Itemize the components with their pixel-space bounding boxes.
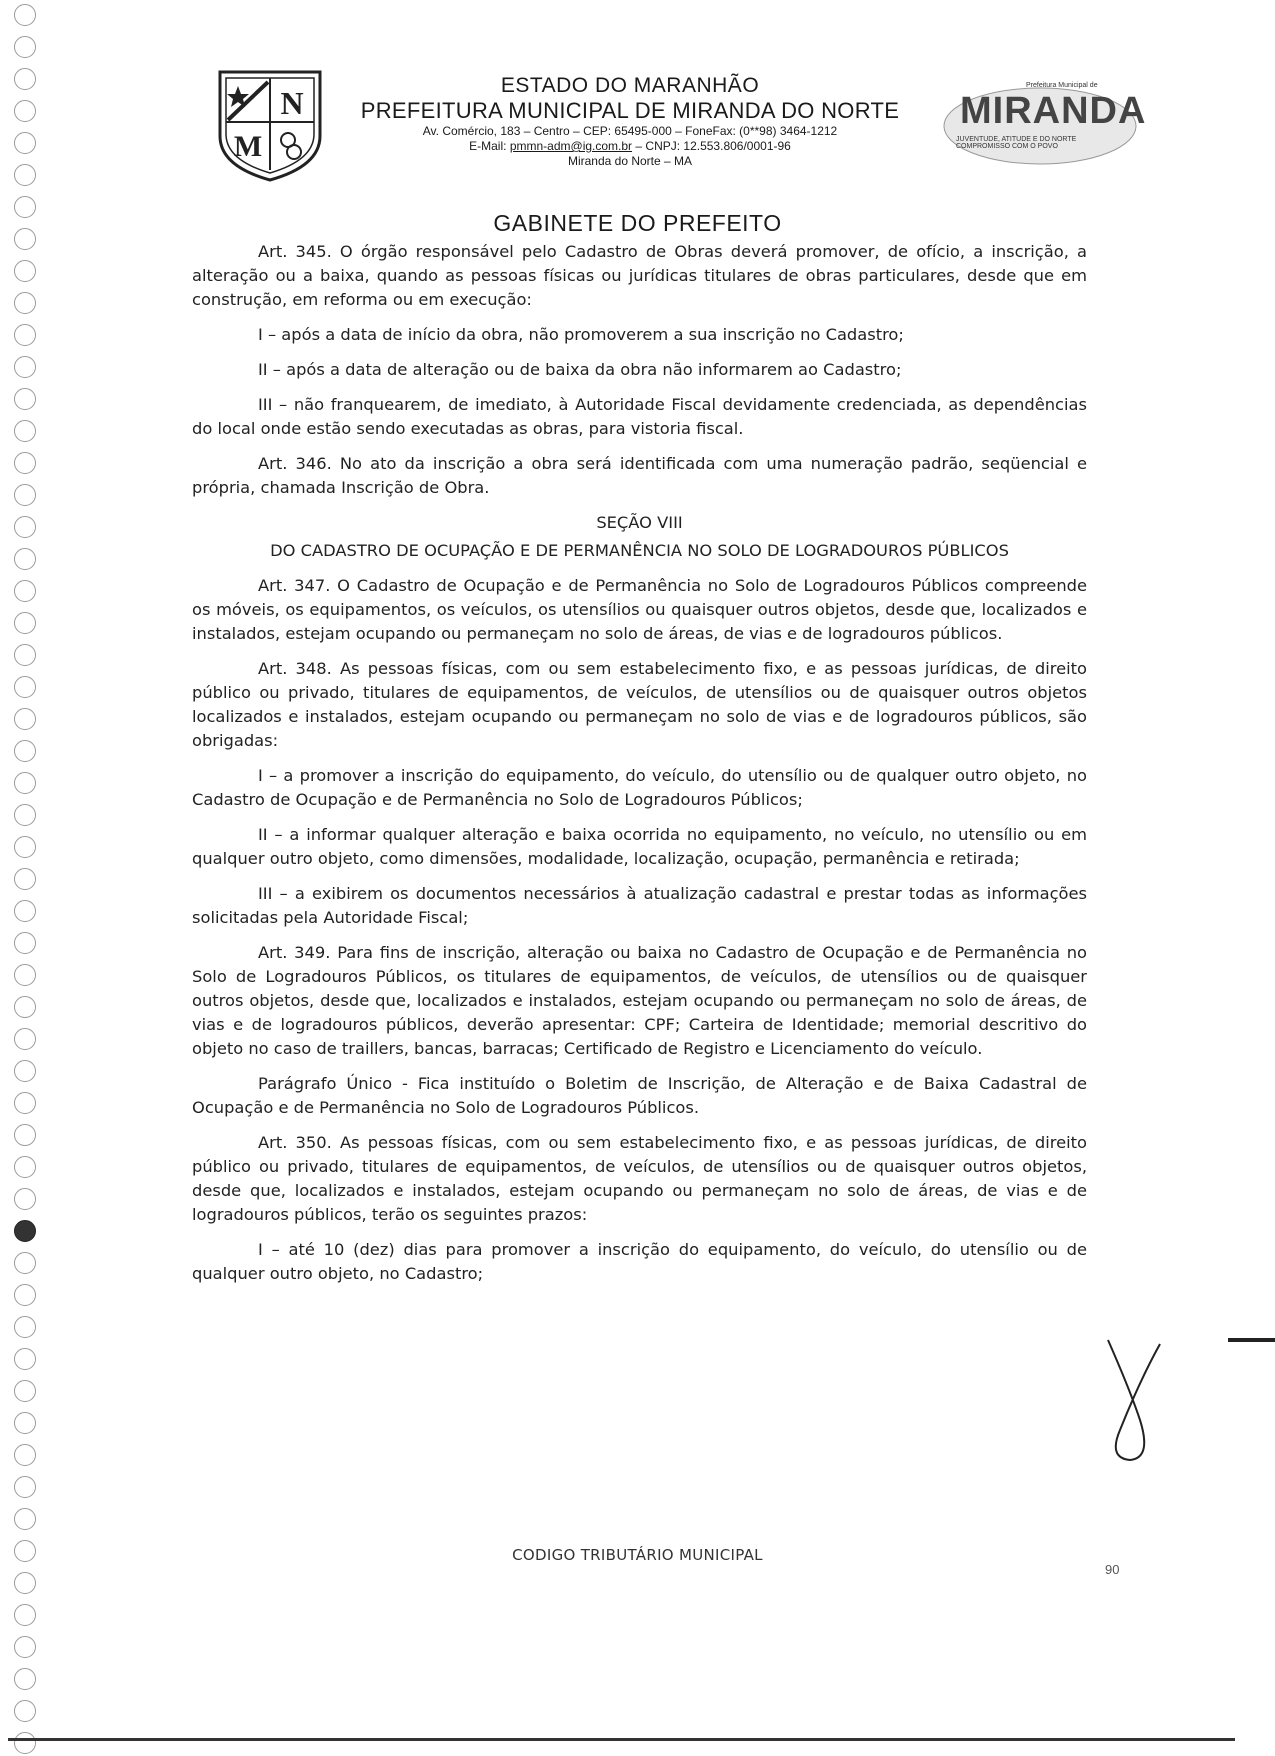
binding-hole xyxy=(14,740,36,762)
binding-hole xyxy=(14,1028,36,1050)
binding-hole xyxy=(14,1188,36,1210)
article-349-sole-paragraph: Parágrafo Único - Fica instituído o Boletim de Inscrição, de Alteração e de Baixa Cadastral de Ocupação e de Permanência no Solo de Logradouros Públicos. xyxy=(192,1074,1087,1117)
binding-hole xyxy=(14,324,36,346)
binding-hole xyxy=(14,388,36,410)
binding-hole xyxy=(14,612,36,634)
article-348: Art. 348. As pessoas físicas, com ou sem estabelecimento fixo, e as pessoas jurídicas, de direito público ou privado, titulares de equipamentos, de veículos, de utensílios ou de quaisquer outros objetos localizados e instalados, estejam ocupando ou permaneçam no solo de vias e de logradouros públicos, são obrigadas: xyxy=(192,659,1087,750)
binding-hole xyxy=(14,1220,36,1242)
binding-hole xyxy=(14,1284,36,1306)
binding-hole xyxy=(14,420,36,442)
article-347: Art. 347. O Cadastro de Ocupação e de Permanência no Solo de Logradouros Públicos compreende os móveis, os equipamentos, os veículos, os utensílios ou quaisquer outros objetos, desde que, localizados e instalados, estejam ocupando ou permaneçam no solo de áreas, de vias e de logradouros públicos. xyxy=(192,576,1087,643)
binding-hole xyxy=(14,1732,36,1754)
scan-side-mark xyxy=(1228,1338,1275,1342)
binding-hole xyxy=(14,548,36,570)
binding-hole xyxy=(14,1316,36,1338)
binding-hole xyxy=(14,484,36,506)
scan-edge-line xyxy=(8,1738,1235,1741)
binding-hole xyxy=(14,1636,36,1658)
prefecture-name: PREFEITURA MUNICIPAL DE MIRANDA DO NORTE xyxy=(360,98,900,123)
binding-hole xyxy=(14,804,36,826)
article-346: Art. 346. No ato da inscrição a obra será identificada com uma numeração padrão, seqüencial e própria, chamada Inscrição de Obra. xyxy=(192,454,1087,497)
binding-hole xyxy=(14,516,36,538)
binding-hole xyxy=(14,644,36,666)
article-350-item-1: I – até 10 (dez) dias para promover a inscrição do equipamento, do veículo, do utensílio ou de qualquer outro objeto, no Cadastro; xyxy=(192,1240,1087,1283)
article-348-item-3: III – a exibirem os documentos necessários à atualização cadastral e prestar todas as informações solicitadas pela Autoridade Fiscal; xyxy=(192,884,1087,927)
binding-hole xyxy=(14,1156,36,1178)
binding-hole xyxy=(14,164,36,186)
binding-hole xyxy=(14,1412,36,1434)
binding-hole xyxy=(14,1252,36,1274)
email-label: E-Mail: xyxy=(469,139,507,153)
binding-hole xyxy=(14,1572,36,1594)
logo-small-text: Prefeitura Municipal de xyxy=(1026,82,1098,89)
binding-holes xyxy=(0,0,60,1756)
binding-hole xyxy=(14,1380,36,1402)
binding-hole xyxy=(14,708,36,730)
article-345-item-1: I – após a data de início da obra, não promoverem a sua inscrição no Cadastro; xyxy=(258,325,904,344)
handwritten-signature xyxy=(1100,1330,1170,1470)
binding-hole xyxy=(14,68,36,90)
cnpj: – CNPJ: 12.553.806/0001-96 xyxy=(635,139,791,153)
page-number: 90 xyxy=(1105,1562,1120,1577)
article-345-item-2: II – após a data de alteração ou de baixa da obra não informarem ao Cadastro; xyxy=(258,360,902,379)
binding-hole xyxy=(14,836,36,858)
article-348-item-1: I – a promover a inscrição do equipamento, do veículo, do utensílio ou de qualquer outro objeto, no Cadastro de Ocupação e de Permanência no Solo de Logradouros Públicos; xyxy=(192,766,1087,809)
binding-hole xyxy=(14,1092,36,1114)
letterhead xyxy=(200,66,1147,186)
state-name: ESTADO DO MARANHÃO xyxy=(500,74,760,97)
miranda-logo xyxy=(940,78,1147,168)
binding-hole xyxy=(14,868,36,890)
binding-hole xyxy=(14,100,36,122)
article-345-item-3: III – não franquearem, de imediato, à Autoridade Fiscal devidamente credenciada, as dependências do local onde estão sendo executadas as obras, para vistoria fiscal. xyxy=(192,395,1087,438)
article-348-item-2: II – a informar qualquer alteração e baixa ocorrida no equipamento, no veículo, no utensílio ou em qualquer outro objeto, como dimensões, modalidade, localização, ocupação, permanência e retirada; xyxy=(192,825,1087,868)
city-line: Miranda do Norte – MA xyxy=(567,154,693,168)
municipal-crest-icon xyxy=(214,66,326,184)
binding-hole xyxy=(14,1476,36,1498)
binding-hole xyxy=(14,1060,36,1082)
binding-hole xyxy=(14,1700,36,1722)
article-345: Art. 345. O órgão responsável pelo Cadastro de Obras deverá promover, de ofício, a inscrição, a alteração ou a baixa, quando as pessoas físicas ou jurídicas titulares de obras particulares, desde que em construção, em reforma ou em execução: xyxy=(192,242,1087,309)
binding-hole xyxy=(14,996,36,1018)
contact-line xyxy=(330,139,930,154)
binding-hole xyxy=(14,676,36,698)
binding-hole xyxy=(14,900,36,922)
binding-hole xyxy=(14,36,36,58)
logo-brand-text: MIRANDA xyxy=(960,90,1147,132)
binding-hole xyxy=(14,1444,36,1466)
binding-hole xyxy=(14,452,36,474)
section-number: SEÇÃO VIII xyxy=(596,513,683,532)
binding-hole xyxy=(14,132,36,154)
binding-hole xyxy=(14,1668,36,1690)
binding-hole xyxy=(14,964,36,986)
logo-tagline: JUVENTUDE, ATITUDE E DO NORTE COMPROMISSO COM O POVO xyxy=(956,136,1077,150)
binding-hole xyxy=(14,356,36,378)
binding-hole xyxy=(14,1124,36,1146)
crest-letter-n: N xyxy=(280,85,304,121)
binding-hole xyxy=(14,932,36,954)
binding-hole xyxy=(14,1508,36,1530)
section-title: DO CADASTRO DE OCUPAÇÃO E DE PERMANÊNCIA NO SOLO DE LOGRADOUROS PÚBLICOS xyxy=(270,541,1009,560)
footer-title: CODIGO TRIBUTÁRIO MUNICIPAL xyxy=(512,1546,763,1564)
address-line: Av. Comércio, 183 – Centro – CEP: 65495-000 – FoneFax: (0**98) 3464-1212 xyxy=(422,124,838,138)
email-link[interactable]: pmmn-adm@ig.com.br xyxy=(509,139,633,153)
article-350: Art. 350. As pessoas físicas, com ou sem estabelecimento fixo, e as pessoas jurídicas, de direito público ou privado, titulares de equipamentos, de veículos, de utensílios ou de quaisquer outros objetos, desde que, localizados e instalados, estejam ocupando ou permaneçam no solo de áreas, de vias e de logradouros públicos, terão os seguintes prazos: xyxy=(192,1133,1087,1224)
article-349: Art. 349. Para fins de inscrição, alteração ou baixa no Cadastro de Ocupação e de Permanência no Solo de Logradouros Públicos, os titulares de equipamentos, de veículos, de utensílios ou de quaisquer outros objetos, desde que, localizados e instalados, estejam ocupando ou permaneçam no solo de áreas, de vias e de logradouros públicos, deverão apresentar: CPF; Carteira de Identidade; memorial descritivo do objeto no caso de traillers, bancas, barracas; Certificado de Registro e Licenciamento do veículo. xyxy=(192,943,1087,1058)
document-body xyxy=(192,240,1087,1297)
crest-letter-m: M xyxy=(233,130,263,163)
binding-hole xyxy=(14,292,36,314)
binding-hole xyxy=(14,4,36,26)
binding-hole xyxy=(14,260,36,282)
binding-hole xyxy=(14,580,36,602)
cabinet-title: GABINETE DO PREFEITO xyxy=(493,210,782,236)
binding-hole xyxy=(14,1604,36,1626)
binding-hole xyxy=(14,772,36,794)
binding-hole xyxy=(14,1348,36,1370)
